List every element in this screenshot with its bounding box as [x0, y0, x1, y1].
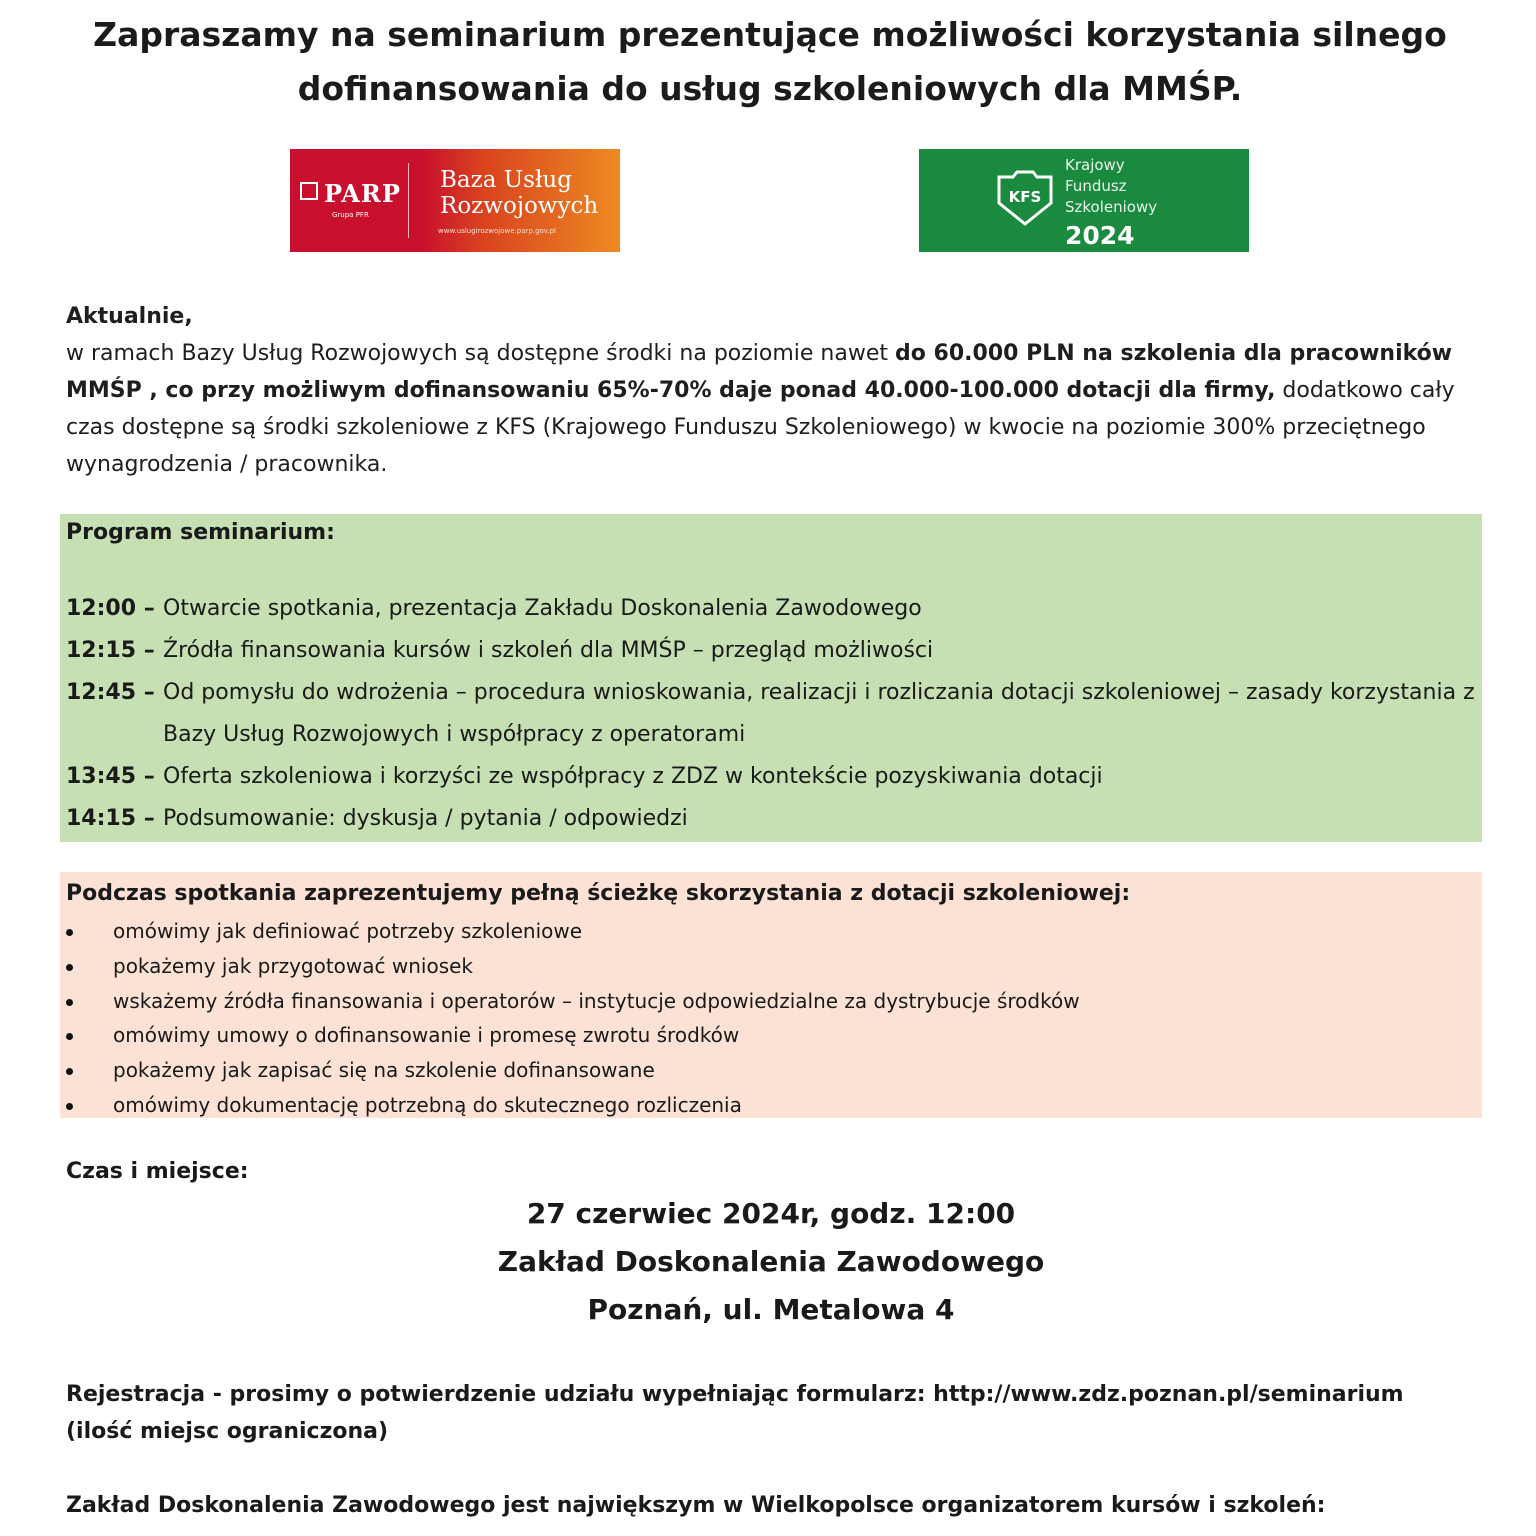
kfs-shield-icon [995, 169, 1055, 227]
registration-line[interactable]: Rejestracja - prosimy o potwierdzenie udziału wypełniając formularz: http://www.zdz.poznan.pl/seminarium [66, 1382, 1404, 1407]
program-time: 12:00 – [66, 596, 155, 621]
event-label: Czas i miejsce: [66, 1159, 249, 1184]
program-list [66, 588, 1476, 840]
program-text: Podsumowanie: dyskusja / pytania / odpowiedzi [163, 806, 688, 831]
kfs-acronym: KFS [1008, 188, 1042, 206]
program-section [60, 514, 1482, 842]
program-time: 13:45 – [66, 764, 155, 789]
page-title [60, 8, 1480, 116]
event-venue: Zakład Doskonalenia Zawodowego [497, 1245, 1045, 1278]
program-time: 12:45 – [66, 680, 155, 705]
intro-highlight: do 60.000 PLN na szkolenia dla pracowników MMŚP , co przy możliwym dofinansowaniu 65%-70% daje ponad 40.000-100.000 dotacji dla firmy, [66, 341, 1453, 403]
about-zdz [66, 1487, 1496, 1524]
bullet-icon [66, 964, 73, 971]
bullet-icon [66, 999, 73, 1006]
program-text: Otwarcie spotkania, prezentacja Zakładu Doskonalenia Zawodowego [163, 596, 922, 621]
logo-divider [408, 163, 409, 238]
list-item: wskażemy źródła finansowania i operatorów – instytucje odpowiedzialne za dystrybucje środków [60, 984, 1080, 1019]
program-text: Źródła finansowania kursów i szkoleń dla MMŚP – przegląd możliwości [163, 638, 934, 663]
kfs-logo [919, 149, 1249, 252]
parp-square-icon [300, 182, 318, 200]
kfs-year: 2024 [1065, 221, 1135, 250]
program-item [66, 588, 1476, 630]
kfs-name: Krajowy Fundusz Szkoleniowy [1065, 156, 1158, 216]
bur-name: Baza Usług Rozwojowych [440, 167, 599, 219]
bur-url: www.uslugirozwojowe.parp.gov.pl [438, 227, 557, 235]
path-list [60, 914, 1080, 1123]
intro-text-2: dodatkowo cały czas dostępne są środki szkoleniowe z KFS (Krajowego Funduszu Szkoleniowego) w kwocie na poziomie 300% przeciętnego wynagrodzenia / pracownika. [66, 378, 1455, 477]
event-date: 27 czerwiec 2024r, godz. 12:00 [526, 1197, 1016, 1230]
title-line-2: dofinansowania do usług szkoleniowych dla MMŚP. [297, 69, 1243, 108]
list-item: omówimy umowy o dofinansowanie i promesę zwrotu środków [60, 1018, 1080, 1053]
path-section [60, 872, 1482, 1118]
program-time: 12:15 – [66, 638, 155, 663]
program-text: Od pomysłu do wdrożenia – procedura wnioskowania, realizacji i rozliczania dotacji szkoleniowej – zasady korzystania z Bazy Usług Rozwojowych i współpracy z operatorami [163, 680, 1475, 747]
registration-limit: (ilość miejsc ograniczona) [66, 1419, 389, 1444]
program-item [66, 756, 1476, 798]
program-title: Program seminarium: [66, 520, 335, 545]
program-item [66, 630, 1476, 672]
program-text: Oferta szkoleniowa i korzyści ze współpracy z ZDZ w kontekście pozyskiwania dotacji [163, 764, 1103, 789]
bullet-icon [66, 1068, 73, 1075]
parp-group-label: Grupa PFR [332, 211, 369, 219]
event-address: Poznań, ul. Metalowa 4 [587, 1293, 955, 1326]
list-item: omówimy jak definiować potrzeby szkoleniowe [60, 914, 1080, 949]
bur-logo [290, 149, 620, 252]
bullet-icon [66, 929, 73, 936]
list-item: omówimy dokumentację potrzebną do skutecznego rozliczenia [60, 1088, 1080, 1123]
list-item: pokażemy jak przygotować wniosek [60, 949, 1080, 984]
event-details [60, 1190, 1482, 1334]
bullet-icon [66, 1033, 73, 1040]
program-item [66, 672, 1476, 756]
intro-heading: Aktualnie, [66, 304, 193, 329]
about-line: Zakład Doskonalenia Zawodowego jest największym w Wielkopolsce organizatorem kursów i szkoleń: [66, 1493, 1326, 1518]
program-time: 14:15 – [66, 806, 155, 831]
bullet-icon [66, 1103, 73, 1110]
title-line-1: Zapraszamy na seminarium prezentujące możliwości korzystania silnego [93, 15, 1447, 54]
path-title: Podczas spotkania zaprezentujemy pełną ścieżkę skorzystania z dotacji szkoleniowej: [66, 881, 1131, 906]
registration-note [66, 1376, 1496, 1450]
intro-text-1: w ramach Bazy Usług Rozwojowych są dostępne środki na poziomie nawet [66, 341, 896, 366]
parp-wordmark: PARP [300, 179, 401, 208]
program-item [66, 798, 1476, 840]
intro-paragraph [66, 298, 1486, 483]
list-item: pokażemy jak zapisać się na szkolenie dofinansowane [60, 1053, 1080, 1088]
